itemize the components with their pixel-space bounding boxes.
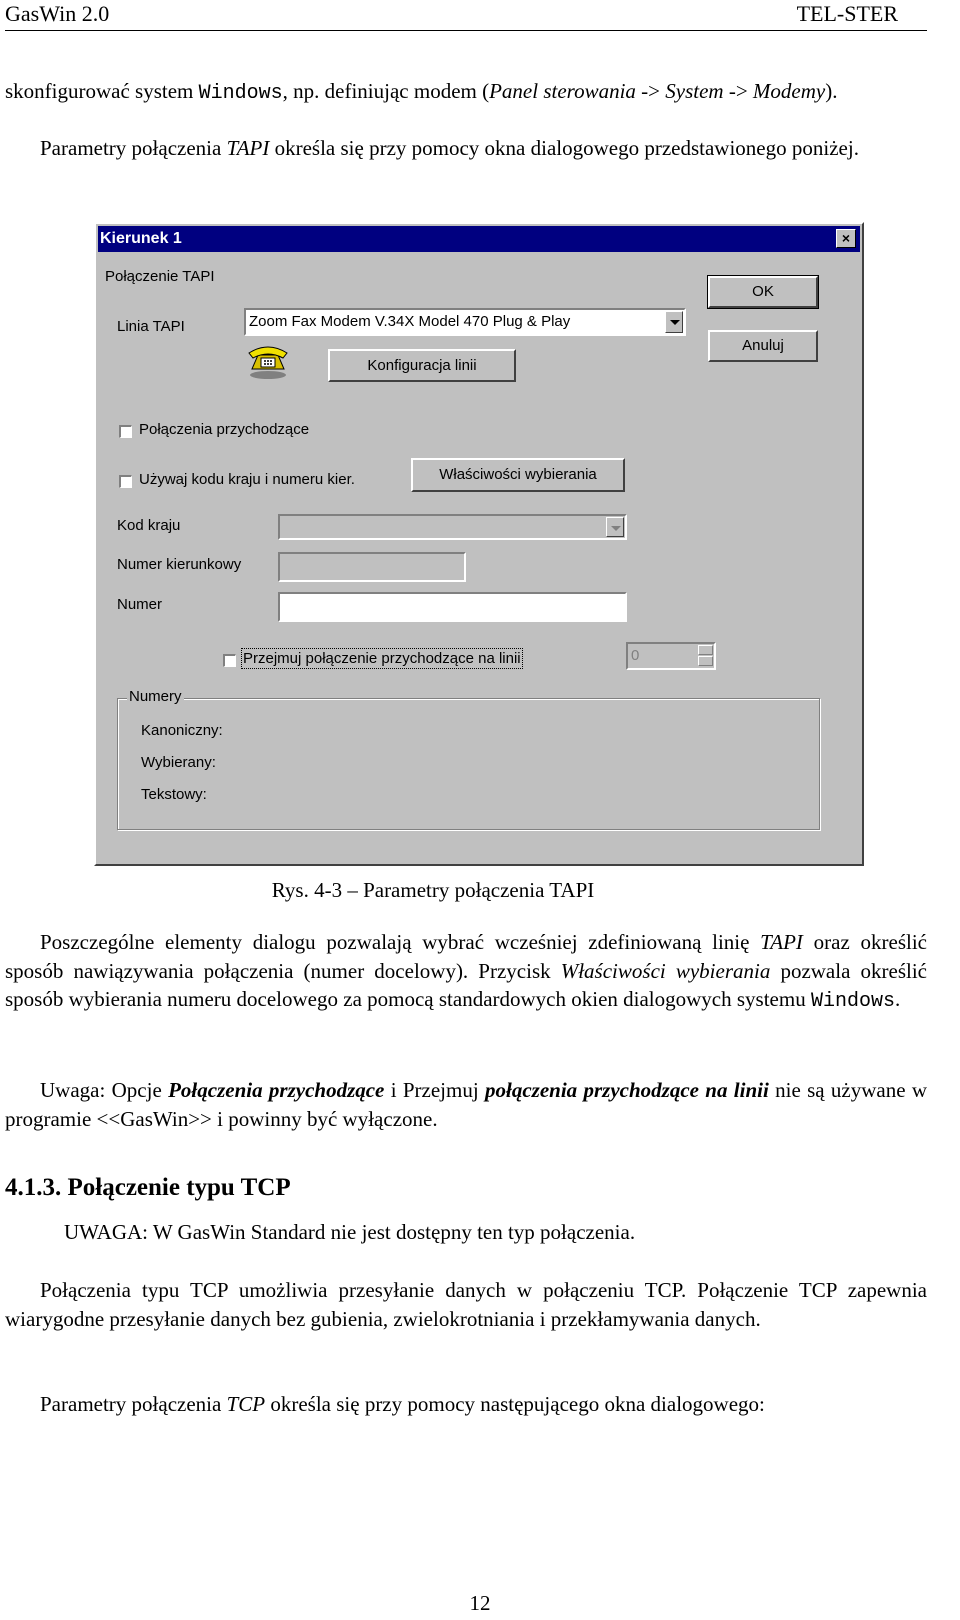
country-code-checkbox-label: Używaj kodu kraju i numeru kier. bbox=[139, 471, 355, 488]
spin-down-icon[interactable] bbox=[698, 656, 713, 666]
numbers-group bbox=[117, 698, 820, 830]
telephone-icon bbox=[246, 341, 290, 381]
tcp-params-paragraph: Parametry połączenia TCP określa się przy pomocy następującego okna dialogowego: bbox=[40, 1392, 765, 1416]
linia-tapi-dropdown[interactable] bbox=[244, 308, 686, 336]
configure-line-button[interactable]: Konfiguracja linii bbox=[328, 349, 516, 382]
section-heading: 4.1.3. Połączenie typu TCP bbox=[5, 1174, 291, 1201]
chevron-down-icon[interactable] bbox=[606, 517, 624, 537]
line-number-spinner[interactable] bbox=[626, 642, 716, 670]
take-incoming-checkbox[interactable] bbox=[223, 654, 236, 667]
figure-caption: Rys. 4-3 – Parametry połączenia TAPI bbox=[271, 878, 595, 902]
ok-button[interactable]: OK bbox=[708, 276, 818, 308]
area-code-label: Numer kierunkowy bbox=[117, 556, 242, 573]
spin-up-icon[interactable] bbox=[698, 645, 713, 655]
numbers-group-label: Numery bbox=[129, 688, 182, 705]
section-label: Połączenie TAPI bbox=[105, 268, 215, 285]
standard-note: UWAGA: W GasWin Standard nie jest dostępny ten typ połączenia. bbox=[64, 1220, 636, 1244]
intro-paragraph-2: Parametry połączenia TAPI określa się przy pomocy okna dialogowego przedstawionego poniżej. bbox=[40, 136, 859, 160]
linia-tapi-label: Linia TAPI bbox=[117, 318, 185, 335]
number-label: Numer bbox=[117, 596, 163, 613]
cancel-button[interactable]: Anuluj bbox=[708, 330, 818, 362]
dialable-label: Wybierany: bbox=[141, 754, 216, 771]
chevron-down-icon[interactable] bbox=[665, 311, 683, 333]
dialing-properties-button[interactable]: Właściwości wybierania bbox=[411, 458, 625, 492]
canonical-label: Kanoniczny: bbox=[141, 722, 223, 739]
page-number: 12 bbox=[469, 1591, 491, 1615]
header-company: TEL-STER bbox=[796, 1, 898, 26]
tapi-dialog bbox=[94, 222, 864, 866]
spinner-value: 0 bbox=[631, 647, 640, 664]
description-paragraph: Poszczególne elementy dialogu pozwalają wybrać wcześniej zdefiniowaną linię TAPI oraz określić sposób nawiązywania połączenia (numer docelowy). Przycisk Właściwości wybierania pozwala określić sposób wybierania numeru docelowego za pomocą standardowych okien dialogowych systemu Windows. bbox=[5, 930, 927, 1013]
intro-paragraph-1: skonfigurować system Windows, np. definiując modem (Panel sterowania -> System -> Modemy). bbox=[5, 79, 838, 105]
tcp-paragraph: Połączenia typu TCP umożliwia przesyłanie danych w połączeniu TCP. Połączenie TCP zapewnia wiarygodne przesyłanie danych bez gubienia, zwielokrotniania i przekłamywania danych. bbox=[5, 1278, 927, 1331]
incoming-checkbox-label: Połączenia przychodzące bbox=[139, 421, 310, 438]
linia-tapi-value: Zoom Fax Modem V.34X Model 470 Plug & Play bbox=[249, 313, 571, 330]
area-code-input[interactable] bbox=[278, 552, 466, 582]
dialog-title: Kierunek 1 bbox=[100, 230, 182, 247]
take-incoming-checkbox-label: Przejmuj połączenie przychodzące na linii bbox=[243, 650, 521, 667]
header-rule bbox=[5, 30, 927, 31]
text-label: Tekstowy: bbox=[141, 786, 207, 803]
close-icon[interactable]: × bbox=[836, 229, 856, 248]
country-code-label: Kod kraju bbox=[117, 517, 181, 534]
warning-paragraph: Uwaga: Opcje Połączenia przychodzące i Przejmuj połączenia przychodzące na linii nie są używane w programie <<GasWin>> i powinny być wyłączone. bbox=[5, 1078, 928, 1131]
header-doc-title: GasWin 2.0 bbox=[5, 1, 110, 26]
country-code-dropdown[interactable] bbox=[278, 514, 627, 540]
country-code-checkbox[interactable] bbox=[119, 475, 132, 488]
incoming-checkbox[interactable] bbox=[119, 425, 132, 438]
number-input[interactable] bbox=[278, 592, 627, 622]
dialog-titlebar bbox=[98, 226, 860, 252]
